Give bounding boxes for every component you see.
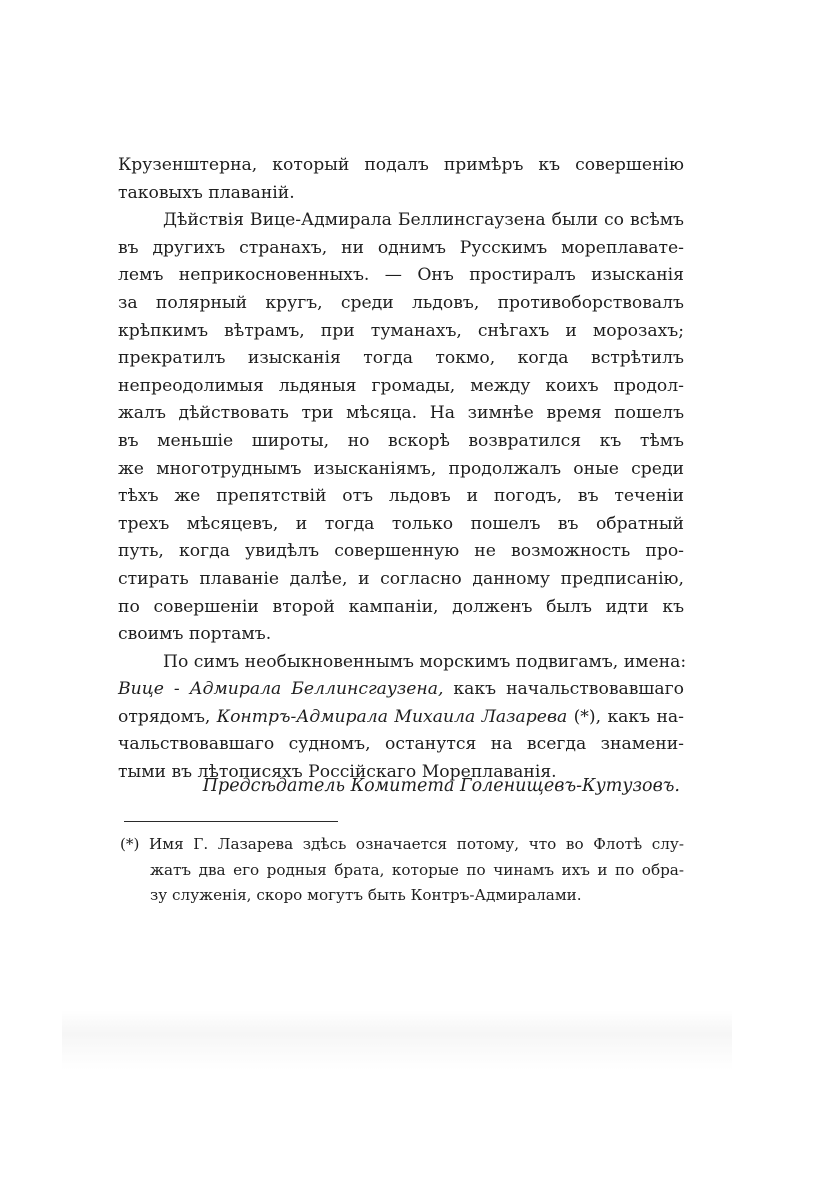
text-line: стирать плаваніе далѣе, и согласно данному предписанію,	[118, 568, 684, 589]
text-line: тыми въ лѣтописяхъ Россійскаго Мореплаванія.	[118, 762, 557, 783]
italic-name: Контръ-Адмирала Михаила Лазарева	[216, 706, 568, 727]
text-fragment: отрядомъ,	[118, 706, 217, 727]
text-line: таковыхъ плаваній.	[118, 182, 295, 203]
text-line: въ другихъ странахъ, ни однимъ Русскимъ мореплавате-	[118, 237, 684, 258]
text-line: въ меньшіе широты, но вскорѣ возвратился къ тѣмъ	[118, 430, 684, 451]
footnote-line: жатъ два его родныя брата, которые по чинамъ ихъ и по обра-	[150, 860, 684, 879]
scan-shadow	[62, 1010, 732, 1070]
signature-text: Предсѣдатель Комитета Голенищевъ-Кутузовъ.	[202, 776, 680, 796]
text-line: чальствовавшаго судномъ, останутся на всегда знамени-	[118, 734, 684, 755]
text-line: путь, когда увидѣлъ совершенную не возможность про-	[118, 541, 684, 562]
text-line: Дѣйствія Вице-Адмирала Беллинсгаузена были со всѣмъ	[163, 210, 684, 231]
footnote-line: зу служенія, скоро могутъ быть Контръ-Адмиралами.	[150, 886, 582, 904]
main-text	[118, 152, 687, 787]
italic-name: Вице - Адмирала Беллинсгаузена,	[118, 679, 444, 700]
signature	[118, 772, 684, 800]
text-line: своимъ портамъ.	[118, 624, 272, 645]
footnote	[120, 832, 684, 909]
text-line: По симъ необыкновеннымъ морскимъ подвигамъ, имена:	[163, 651, 687, 672]
text-line: непреодолимыя льдяныя громады, между коихъ продол-	[118, 375, 684, 396]
text-line: по совершеніи второй кампаніи, долженъ былъ идти къ	[118, 596, 684, 617]
text-line: за полярный кругъ, среди льдовъ, противоборствовалъ	[118, 292, 684, 313]
text-line	[118, 676, 684, 704]
text-line: жалъ дѣйствовать три мѣсяца. На зимнѣе время пошелъ	[118, 403, 684, 424]
text-line: лемъ неприкосновенныхъ. — Онъ простиралъ изысканія	[118, 265, 684, 286]
text-line: тѣхъ же препятствій отъ льдовъ и погодъ, въ теченіи	[118, 486, 684, 507]
text-line	[118, 704, 684, 732]
text-line: Крузенштерна, который подалъ примѣръ къ совершенію	[118, 155, 684, 175]
text-fragment: (*), какъ на-	[567, 706, 684, 727]
text-line: крѣпкимъ вѣтрамъ, при туманахъ, снѣгахъ и морозахъ;	[118, 320, 684, 341]
text-line: прекратилъ изысканія тогда токмо, когда встрѣтилъ	[118, 348, 684, 369]
footnote-line: (*) Имя Г. Лазарева здѣсь означается потому, что во Флотѣ слу-	[120, 835, 684, 853]
text-line: же многотруднымъ изысканіямъ, продолжалъ оные среди	[118, 458, 684, 479]
text-line: трехъ мѣсяцевъ, и тогда только пошелъ въ обратный	[118, 513, 684, 534]
footnote-divider	[124, 821, 338, 822]
text-fragment: какъ начальствовавшаго	[443, 679, 684, 700]
